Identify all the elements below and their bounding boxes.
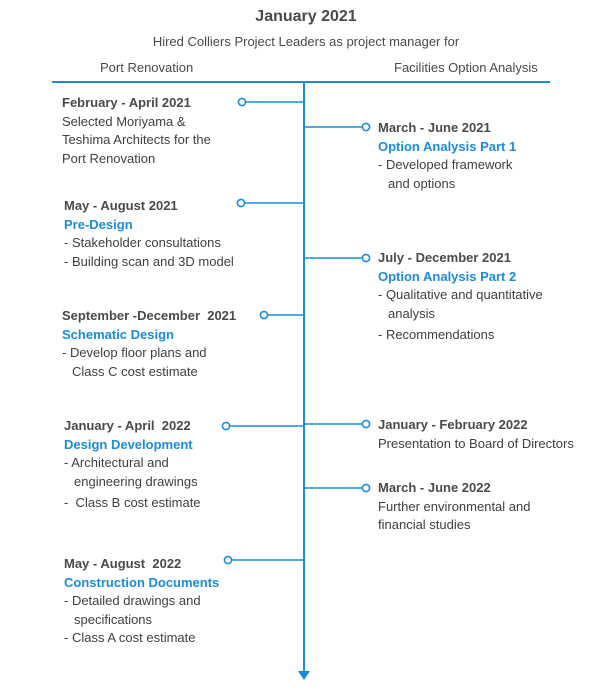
- left-entry-5: [64, 555, 219, 648]
- entry-bullet: analysis: [388, 305, 435, 321]
- timeline-subtitle: Hired Colliers Project Leaders as project manager for: [152, 34, 460, 49]
- right-entry-2: [378, 249, 543, 345]
- entry-date: January - April 2022: [64, 418, 191, 433]
- entry-line: Presentation to Board of Directors: [378, 435, 574, 451]
- entry-phase: Pre-Design: [64, 216, 133, 232]
- entry-bullet: - Detailed drawings and: [64, 593, 201, 608]
- entry-line: financial studies: [378, 517, 471, 532]
- entry-date: September -December 2021: [62, 308, 237, 323]
- entry-bullet: - Developed framework: [378, 157, 513, 172]
- left-connector-3: [260, 311, 304, 318]
- left-connector-5: [224, 556, 304, 563]
- left-entry-1: [62, 94, 211, 168]
- right-entry-3: [378, 416, 574, 453]
- right-column-label: Facilities Option Analysis: [394, 60, 538, 75]
- entry-bullet: - Stakeholder consultations: [64, 235, 221, 250]
- entry-bullet: engineering drawings: [74, 473, 198, 489]
- entry-date: March - June 2022: [378, 480, 491, 495]
- entry-line: Further environmental and: [378, 498, 531, 514]
- left-connector-4: [222, 422, 304, 429]
- entry-date: January - February 2022: [378, 417, 528, 432]
- right-entry-4: [378, 479, 530, 535]
- entry-bullet: - Recommendations: [378, 327, 495, 342]
- left-entry-3: [62, 307, 236, 381]
- entry-line: Port Renovation: [62, 150, 156, 166]
- entry-bullet: - Building scan and 3D model: [64, 253, 234, 269]
- entry-phase: Option Analysis Part 1: [378, 138, 517, 154]
- entry-date: July - December 2021: [378, 250, 511, 265]
- entry-bullet: Class C cost estimate: [72, 363, 198, 379]
- right-entry-1: [378, 119, 516, 193]
- entry-bullet: - Class B cost estimate: [64, 495, 201, 510]
- entry-date: February - April 2021: [62, 95, 191, 110]
- entry-line: Selected Moriyama &: [62, 113, 186, 129]
- entry-bullet: - Qualitative and quantitative: [378, 287, 543, 302]
- entry-date: March - June 2021: [378, 120, 491, 135]
- right-connector-3: [304, 420, 370, 427]
- left-entry-4: [64, 417, 201, 513]
- left-column-label: Port Renovation: [100, 60, 194, 75]
- entry-bullet: - Develop floor plans and: [62, 345, 207, 360]
- entry-phase: Design Development: [64, 436, 193, 452]
- right-connector-1: [304, 123, 370, 130]
- entry-line: Teshima Architects for the: [62, 132, 211, 147]
- left-entry-2: [64, 197, 234, 271]
- entry-phase: Schematic Design: [62, 326, 174, 342]
- entry-phase: Construction Documents: [64, 574, 220, 590]
- timeline-arrowhead: [298, 671, 310, 680]
- left-connector-1: [238, 98, 304, 105]
- left-connector-2: [237, 199, 304, 206]
- timeline-title: January 2021: [255, 8, 357, 25]
- entry-phase: Option Analysis Part 2: [378, 268, 517, 284]
- entry-date: May - August 2021: [64, 198, 178, 213]
- entry-date: May - August 2022: [64, 556, 182, 571]
- right-connector-2: [304, 254, 370, 261]
- entry-bullet: - Class A cost estimate: [64, 630, 196, 645]
- entry-bullet: and options: [388, 175, 456, 191]
- entry-bullet: - Architectural and: [64, 455, 169, 470]
- entry-bullet: specifications: [74, 611, 153, 627]
- right-connector-4: [304, 484, 370, 491]
